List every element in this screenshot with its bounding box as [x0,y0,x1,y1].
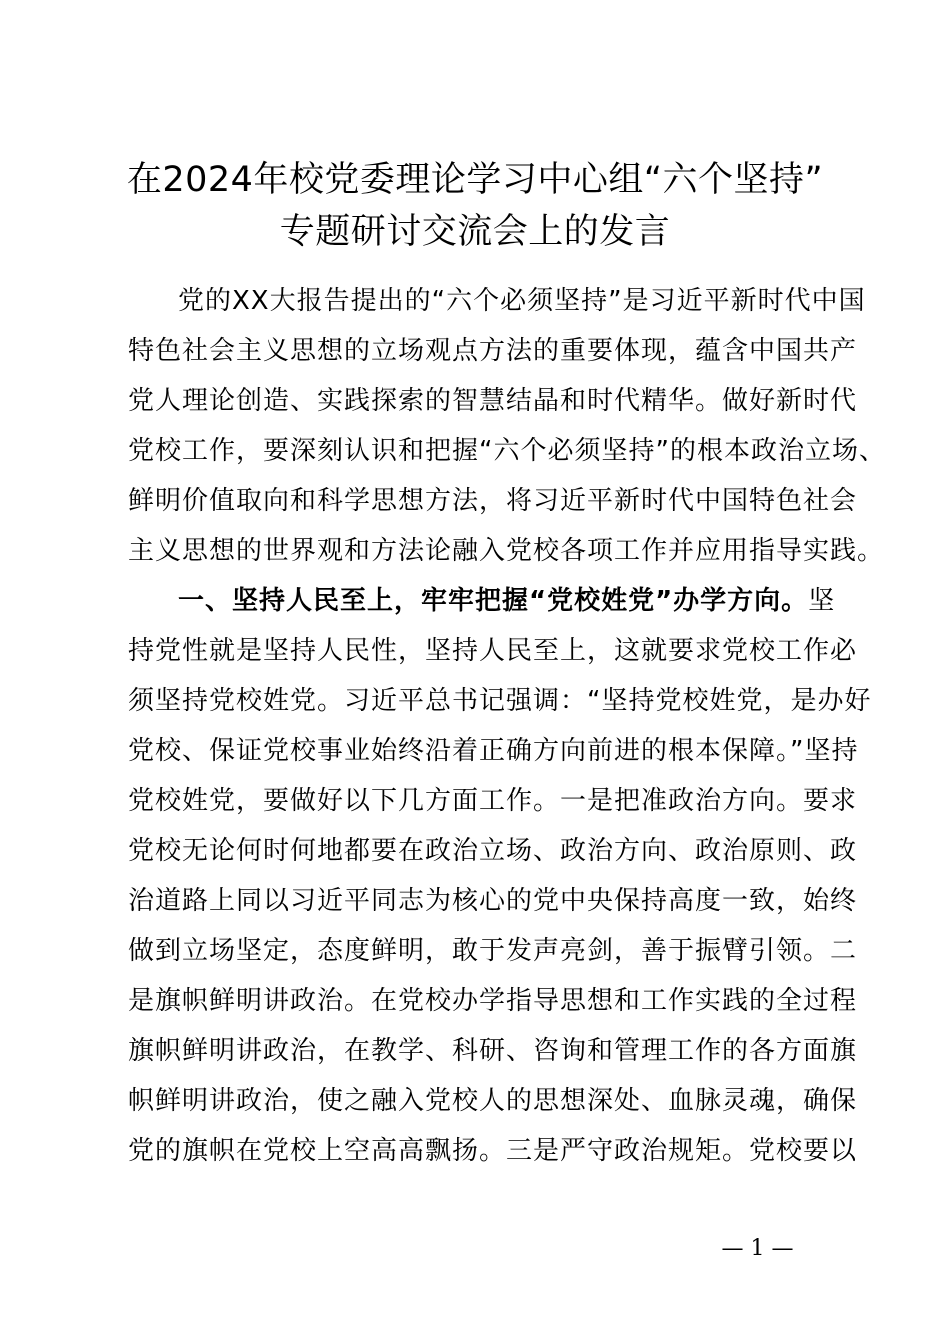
paragraph-line: 党校姓党，要做好以下几方面工作。一是把准政治方向。要求 [128,786,858,816]
paragraph-line: 党校无论何时何地都要在政治立场、政治方向、政治原则、政 [128,836,858,866]
paragraph-line: 做到立场坚定，态度鲜明，敢于发声亮剑，善于振臂引领。二 [128,936,858,966]
paragraph-line: 是旗帜鲜明讲政治。在党校办学指导思想和工作实践的全过程 [128,986,858,1016]
paragraph-line: 党校、保证党校事业始终沿着正确方向前进的根本保障。”坚持 [128,736,859,766]
section-lead-text: 坚 [808,586,836,616]
paragraph-line: 主义思想的世界观和方法论融入党校各项工作并应用指导实践。 [128,536,885,566]
paragraph-line: 党校工作，要深刻认识和把握“六个必须坚持”的根本政治立场、 [128,436,886,466]
document-title-line-2: 专题研讨交流会上的发言 [279,212,671,252]
page-number: — 1 — [721,1236,794,1261]
paragraph-line: 持党性就是坚持人民性，坚持人民至上，这就要求党校工作必 [128,636,858,666]
paragraph-line: 旗帜鲜明讲政治，在教学、科研、咨询和管理工作的各方面旗 [128,1036,858,1066]
document-title-line-1: 在2024年校党委理论学习中心组“六个坚持” [126,160,824,200]
paragraph-line: 党的XX大报告提出的“六个必须坚持”是习近平新时代中国 [178,286,866,316]
section-heading: 一、坚持人民至上，牢牢把握“党校姓党”办学方向。 [178,586,809,616]
paragraph-line: 帜鲜明讲政治，使之融入党校人的思想深处、血脉灵魂，确保 [128,1086,858,1116]
paragraph-line: 党的旗帜在党校上空高高飘扬。三是严守政治规矩。党校要以 [128,1136,858,1166]
paragraph-line: 鲜明价值取向和科学思想方法，将习近平新时代中国特色社会 [128,486,858,516]
paragraph-line: 特色社会主义思想的立场观点方法的重要体现，蕴含中国共产 [128,336,858,366]
paragraph-line: 须坚持党校姓党。习近平总书记强调：“坚持党校姓党，是办好 [128,686,872,716]
section-heading-line [178,584,835,618]
paragraph-line: 党人理论创造、实践探索的智慧结晶和时代精华。做好新时代 [128,386,858,416]
paragraph-line: 治道路上同以习近平同志为核心的党中央保持高度一致，始终 [128,886,858,916]
